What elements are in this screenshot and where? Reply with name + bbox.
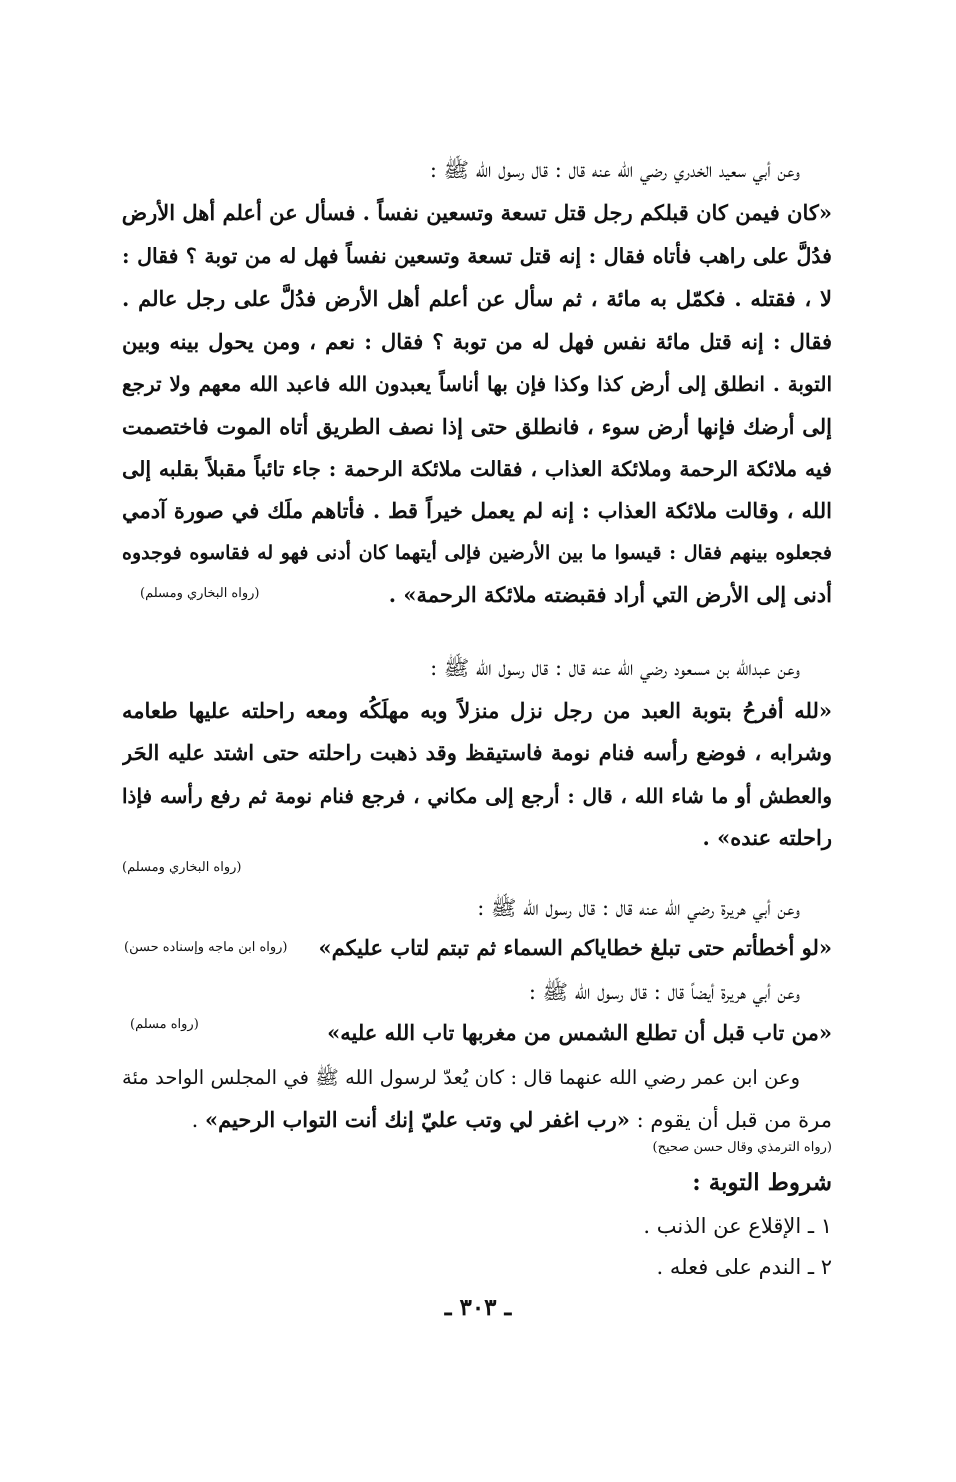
hadith-1-line: «كان فيمن كان قبلكم رجل قتل تسعة وتسعين نفساً . فسأل عن أعلم أهل الأرض bbox=[122, 200, 832, 225]
hadith-4-intro: وعن أبي هريرة أيضاً قال : قال رسول الله ﷺ : bbox=[528, 980, 800, 1004]
hadith-1-line: الله ، وقالت ملائكة العذاب : إنه لم يعمل خيراً قط . فأتاهم ملَك في صورة آدمي bbox=[122, 498, 832, 523]
hadith-4-source: (رواه مسلم) bbox=[130, 1017, 199, 1032]
hadith-5-line-1: وعن ابن عمر رضي الله عنهما قال : كان يُعدّ لرسول الله ﷺ في المجلس الواحد مئة bbox=[122, 1066, 800, 1089]
hadith-3-intro: وعن أبي هريرة رضي الله عنه قال : قال رسول الله ﷺ : bbox=[477, 896, 800, 920]
conditions-heading: شروط التوبة : bbox=[692, 1169, 832, 1196]
hadith-1-line: التوبة . انطلق إلى أرض كذا وكذا فإن بها أناساً يعبدون الله فاعبد الله معهم ولا ترجع bbox=[122, 372, 832, 396]
hadith-5-line-2 bbox=[122, 1100, 832, 1140]
hadith-1-intro: وعن أبي سعيد الخدري رضي الله عنه قال : قال رسول الله ﷺ : bbox=[429, 158, 800, 182]
hadith-2-source: (رواه البخاري ومسلم) bbox=[122, 860, 242, 875]
hadith-5-line-2-end: . bbox=[191, 1108, 205, 1132]
condition-item: ١ ـ الإقلاع عن الذنب . bbox=[643, 1214, 832, 1238]
hadith-5-source: (رواه الترمذي وقال حسن صحيح) bbox=[652, 1140, 832, 1155]
hadith-1-line: فجعلوه بينهم فقال : قيسوا ما بين الأرضين فإلى أيتهما كان أدنى فهو له فقاسوه فوجدوه bbox=[122, 542, 832, 564]
hadith-4-text: «من تاب قبل أن تطلع الشمس من مغربها تاب الله عليه» bbox=[327, 1020, 832, 1045]
hadith-1-line: فدُلَّ على راهب فأتاه فقال : إنه قتل تسعة وتسعين نفساً فهل له من توبة ؟ فقال : bbox=[122, 244, 832, 268]
hadith-2-line: والعطش أو ما شاء الله ، قال : أرجع إلى مكاني ، فرجع فنام نومة ثم رفع رأسه فإذا bbox=[122, 784, 832, 808]
page-number: ـ ٣٠٣ ـ bbox=[444, 1294, 512, 1321]
hadith-5-line-2-plain: مرة من قبل أن يقوم : bbox=[629, 1108, 832, 1132]
hadith-1-last-line: أدنى إلى الأرض التي أراد فقبضته ملائكة الرحمة» . bbox=[388, 582, 832, 607]
hadith-1-source: (رواه البخاري ومسلم) bbox=[140, 586, 260, 601]
hadith-3-source: (رواه ابن ماجه وإسناده حسن) bbox=[124, 940, 288, 955]
hadith-2-last-line: راحلته عنده» . bbox=[702, 825, 832, 850]
hadith-1-line: فقال : إنه قتل مائة نفس فهل له من توبة ؟ فقال : نعم ، ومن يحول بينه وبين bbox=[122, 329, 832, 354]
condition-item: ٢ ـ الندم على فعله . bbox=[656, 1255, 832, 1279]
hadith-1-line: إلى أرضك فإنها أرض سوء ، فانطلق حتى إذا نصف الطريق أتاه الموت فاختصمت bbox=[122, 414, 832, 439]
hadith-1-line: لا ، فقتله . فكمّل به مائة ، ثم سأل عن أعلم أهل الأرض فدُلَّ على رجل عالم . bbox=[122, 286, 832, 311]
hadith-1-line: فيه ملائكة الرحمة وملائكة العذاب ، فقالت ملائكة الرحمة : جاء تائباً مقبلاً بقلبه إلى bbox=[122, 457, 832, 481]
hadith-2-intro: وعن عبدالله بن مسعود رضي الله عنه قال : قال رسول الله ﷺ : bbox=[430, 656, 800, 680]
hadith-5-line-2-quote: «رب اغفر لي وتب عليّ إنك أنت التواب الرحيم» bbox=[204, 1107, 630, 1132]
hadith-2-line: «لله أفرحُ بتوبة العبد من رجل نزل منزلاً وبه مهلَكُه ومعه راحلته عليها طعامه bbox=[122, 698, 832, 723]
hadith-3-text: «لو أخطأتم حتى تبلغ خطاياكم السماء ثم تبتم لتاب عليكم» bbox=[318, 935, 832, 960]
hadith-2-line: وشرابه ، فوضع رأسه فنام نومة فاستيقظ وقد ذهبت راحلته حتى اشتد عليه الحَر bbox=[122, 740, 832, 765]
